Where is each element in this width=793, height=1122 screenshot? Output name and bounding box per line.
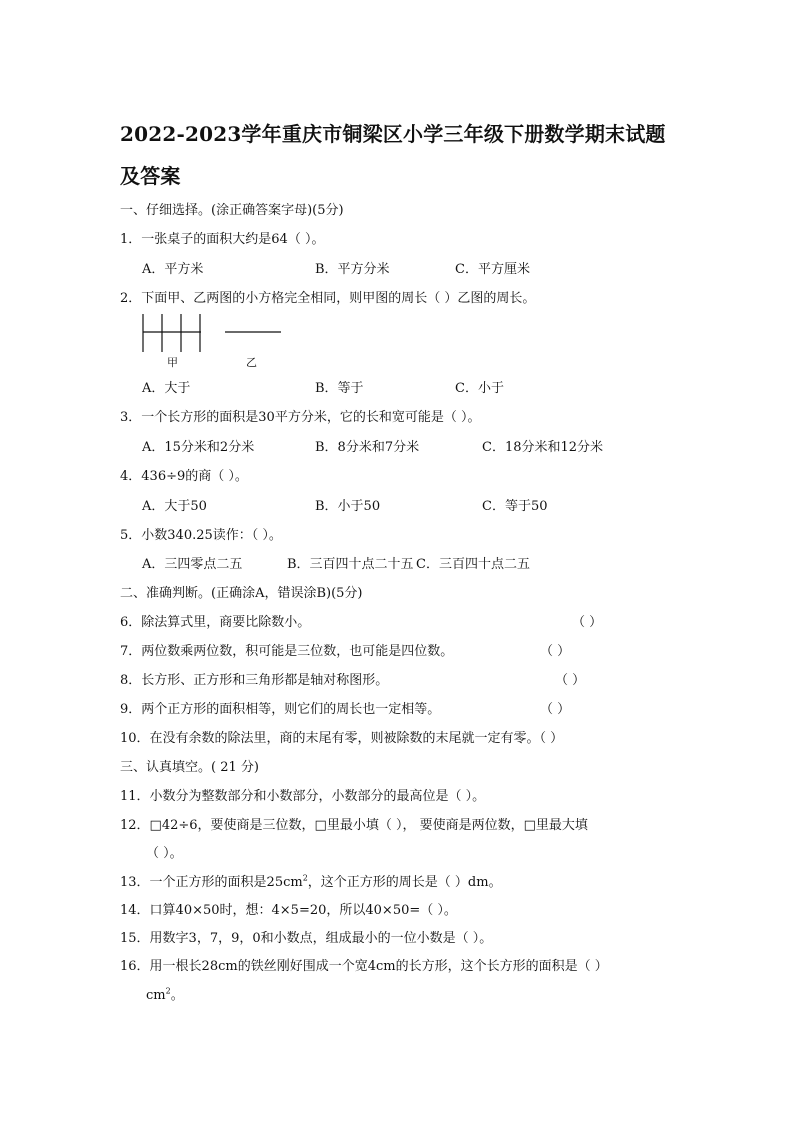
question-13 (120, 871, 502, 890)
figure-jia (143, 314, 201, 352)
q2-option-c[interactable]: C．小于 (455, 381, 504, 396)
q4-option-c[interactable]: C．等于50 (482, 499, 548, 514)
section1-heading: 一、仔细选择。(涂正确答案字母)(5分) (120, 203, 344, 218)
document-title-line1: 2022-2023学年重庆市铜梁区小学三年级下册数学期末试题 (120, 122, 666, 146)
question-1: 1．一张桌子的面积大约是64（ ）。 (120, 232, 325, 247)
q13-text-b: ，这个正方形的周长是（ ）dm。 (307, 875, 502, 890)
question-4: 4．436÷9的商（ ）。 (120, 469, 248, 484)
q5-option-a[interactable]: A．三四零点二五 (142, 557, 243, 572)
q13-text-a: 13．一个正方形的面积是25cm (120, 875, 303, 890)
q13-superscript: 2 (302, 873, 308, 883)
q4-option-b[interactable]: B．小于50 (315, 499, 381, 514)
question-16: 16．用一根长28cm的铁丝刚好围成一个宽4cm的长方形，这个长方形的面积是（ ） (120, 959, 608, 974)
question-11: 11．小数分为整数部分和小数部分，小数部分的最高位是（ ）。 (120, 789, 486, 804)
question-5: 5．小数340.25读作：（ ）。 (120, 528, 282, 543)
question-12-continuation: （ ）。 (146, 846, 183, 861)
question-3: 3．一个长方形的面积是30平方分米，它的长和宽可能是（ ）。 (120, 410, 481, 425)
section3-heading: 三、认真填空。( 21 分) (120, 760, 259, 775)
q6-answer-paren[interactable]: （ ） (572, 615, 603, 630)
q1-option-b[interactable]: B．平方分米 (315, 262, 390, 277)
question-8: 8．长方形、正方形和三角形都是轴对称图形。 (120, 673, 389, 688)
q2-figure (135, 310, 295, 370)
question-2: 2．下面甲、乙两图的小方格完全相同，则甲图的周长（ ）乙图的周长。 (120, 291, 536, 306)
question-7: 7．两位数乘两位数，积可能是三位数，也可能是四位数。 (120, 644, 454, 659)
q16-unit: cm (146, 988, 166, 1003)
q16-superscript: 2 (165, 986, 171, 996)
question-14: 14．口算40×50时，想：4×5=20，所以40×50=（ ）。 (120, 903, 457, 918)
q3-option-a[interactable]: A．15分米和2分米 (142, 440, 255, 455)
q8-answer-paren[interactable]: （ ） (555, 673, 586, 688)
q3-option-c[interactable]: C．18分米和12分米 (482, 440, 604, 455)
document-title-line2: 及答案 (120, 164, 181, 188)
q16-end: 。 (170, 988, 184, 1003)
section2-heading: 二、准确判断。(正确涂A，错误涂B)(5分) (120, 586, 363, 601)
question-12: 12．□42÷6，要使商是三位数，□里最小填（ ）， 要使商是两位数，□里最大填 (120, 818, 588, 833)
q7-answer-paren[interactable]: （ ） (540, 644, 571, 659)
q4-option-a[interactable]: A．大于50 (142, 499, 207, 514)
q5-option-b[interactable]: B．三百四十点二十五 (287, 557, 414, 572)
q3-option-b[interactable]: B．8分米和7分米 (315, 440, 420, 455)
q2-option-a[interactable]: A．大于 (142, 381, 191, 396)
question-10: 10．在没有余数的除法里，商的末尾有零，则被除数的末尾就一定有零。（ ） (120, 731, 564, 746)
q2-option-b[interactable]: B．等于 (315, 381, 364, 396)
figure-label-jia: 甲 (167, 356, 178, 369)
q9-answer-paren[interactable]: （ ） (540, 702, 571, 717)
question-6: 6．除法算式里，商要比除数小。 (120, 615, 311, 630)
question-9: 9．两个正方形的面积相等，则它们的周长也一定相等。 (120, 702, 441, 717)
q1-option-c[interactable]: C．平方厘米 (455, 262, 530, 277)
q5-option-c[interactable]: C．三百四十点二五 (416, 557, 530, 572)
question-16-continuation (146, 984, 184, 1003)
question-15: 15．用数字3，7，9，0和小数点，组成最小的一位小数是（ ）。 (120, 931, 493, 946)
figure-label-yi: 乙 (246, 356, 257, 369)
q1-option-a[interactable]: A．平方米 (142, 262, 204, 277)
